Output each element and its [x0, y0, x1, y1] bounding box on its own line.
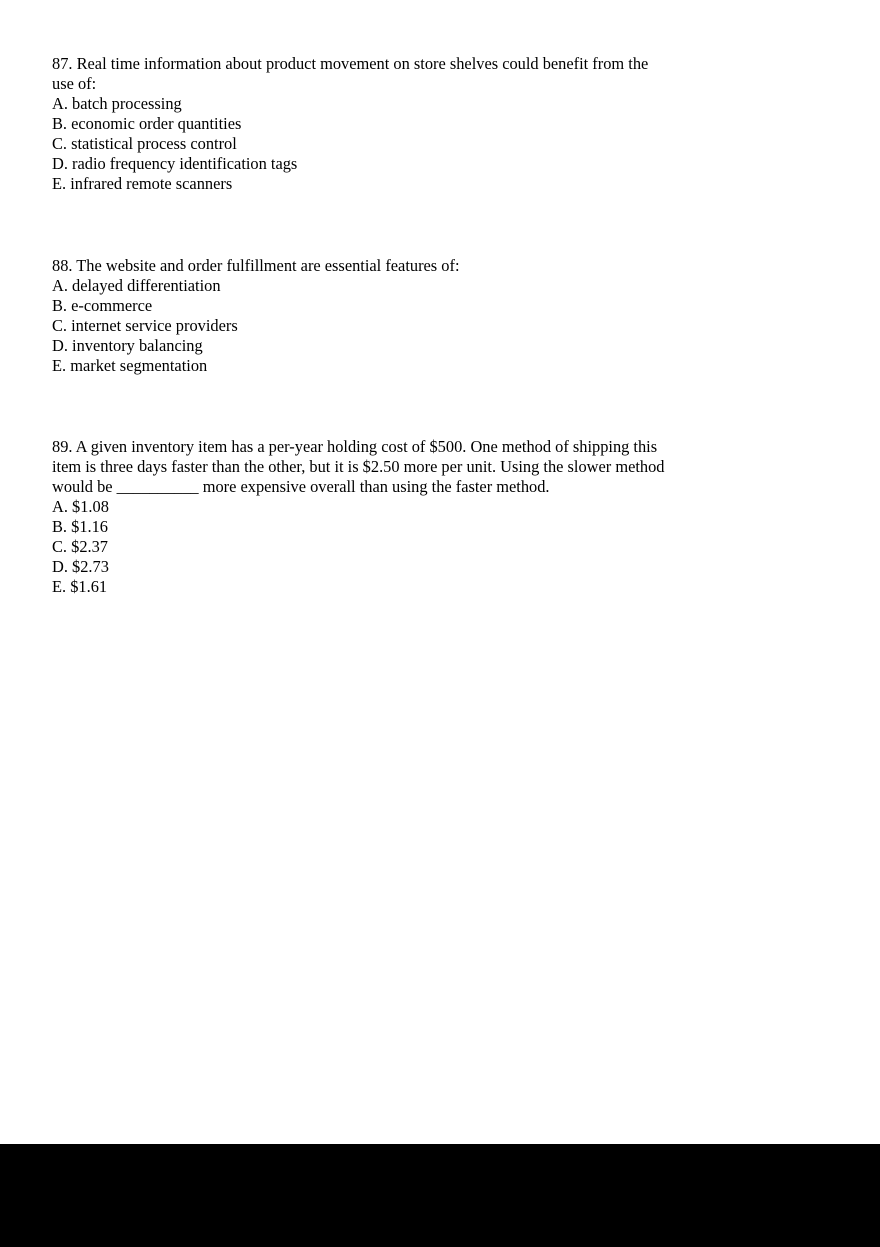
option-c: C. $2.37 — [52, 537, 109, 556]
option-b: B. $1.16 — [52, 517, 109, 536]
answer-options — [52, 497, 672, 597]
question-89 — [52, 437, 672, 597]
answer-options — [52, 94, 672, 194]
question-88 — [52, 256, 672, 376]
question-stem: 89. A given inventory item has a per-year holding cost of $500. One method of shipping this item is three days faster than the other, but it is $2.50 more per unit. Using the slower method would be __________ more expensive overall than using the faster method. — [52, 437, 665, 496]
option-c: C. statistical process control — [52, 134, 237, 153]
question-stem: 88. The website and order fulfillment are essential features of: — [52, 256, 460, 275]
option-d: D. inventory balancing — [52, 336, 203, 355]
option-b: B. economic order quantities — [52, 114, 242, 133]
option-d: D. $2.73 — [52, 557, 109, 576]
option-e: E. infrared remote scanners — [52, 174, 233, 193]
question-stem: 87. Real time information about product movement on store shelves could benefit from the use of: — [52, 54, 649, 93]
option-a: A. $1.08 — [52, 497, 109, 516]
option-e: E. $1.61 — [52, 577, 108, 596]
answer-options — [52, 276, 672, 376]
option-a: A. delayed differentiation — [52, 276, 221, 295]
question-87 — [52, 54, 672, 194]
option-e: E. market segmentation — [52, 356, 208, 375]
option-b: B. e-commerce — [52, 296, 153, 315]
bottom-black-bar — [0, 1144, 880, 1247]
option-d: D. radio frequency identification tags — [52, 154, 298, 173]
option-c: C. internet service providers — [52, 316, 238, 335]
option-a: A. batch processing — [52, 94, 182, 113]
